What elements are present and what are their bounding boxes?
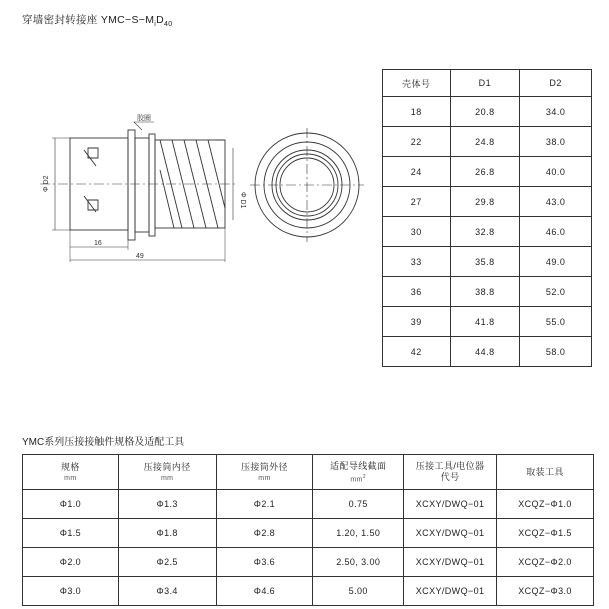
table-cell: 52.0 — [520, 277, 592, 307]
table-cell: 36 — [383, 277, 451, 307]
table-cell: 44.8 — [450, 337, 520, 367]
table-row — [383, 127, 592, 157]
connector-drawing — [0, 0, 380, 280]
table-cell: 34.0 — [520, 97, 592, 127]
phi-d2-label: Φ D2 — [43, 175, 50, 192]
dim-16-label: 16 — [94, 240, 102, 247]
table-cell: 39 — [383, 307, 451, 337]
table-cell: Φ3.0 — [23, 577, 119, 606]
table-header-row — [383, 70, 592, 97]
col-crimp-tool: 压接工具/电位器 代号 — [404, 455, 497, 490]
front-view — [250, 128, 364, 242]
table-row — [383, 187, 592, 217]
table-cell: 2.50, 3.00 — [313, 548, 404, 577]
table-cell: 30 — [383, 217, 451, 247]
table-cell: XCQZ−Φ1.5 — [497, 519, 594, 548]
table-cell: 55.0 — [520, 307, 592, 337]
table-row — [383, 217, 592, 247]
table-cell: XCQZ−Φ3.0 — [497, 577, 594, 606]
table-cell: Φ2.1 — [216, 490, 313, 519]
table-cell: 35.8 — [450, 247, 520, 277]
col-wire-section: 适配导线截面 $mm^2$ — [313, 455, 404, 490]
table-cell: 40.0 — [520, 157, 592, 187]
table-cell: 0.75 — [313, 490, 404, 519]
table-cell: Φ4.6 — [216, 577, 313, 606]
gasket-ring — [135, 138, 149, 232]
table-cell: Φ3.4 — [118, 577, 216, 606]
table-row — [383, 307, 592, 337]
table-row — [383, 277, 592, 307]
table-cell: XCQZ−Φ2.0 — [497, 548, 594, 577]
col-inner-dia: 压接筒内径 mm — [118, 455, 216, 490]
table-cell: XCXY/DWQ−01 — [404, 577, 497, 606]
table-cell: 32.8 — [450, 217, 520, 247]
contact-spec-table — [22, 454, 594, 606]
col-outer-dia: 压接筒外径 mm — [216, 455, 313, 490]
table-cell: 46.0 — [520, 217, 592, 247]
phi-d1-label: Φ D1 — [239, 192, 246, 209]
table-cell: 58.0 — [520, 337, 592, 367]
table-cell: Φ1.3 — [118, 490, 216, 519]
table-cell: XCQZ−Φ1.0 — [497, 490, 594, 519]
table-row — [383, 97, 592, 127]
table-row — [23, 490, 594, 519]
table-row — [23, 519, 594, 548]
table-cell: 38.8 — [450, 277, 520, 307]
table-cell: 38.0 — [520, 127, 592, 157]
col-d1: D1 — [450, 70, 520, 97]
gasket-label: 胶圈 — [137, 115, 151, 122]
table-cell: Φ2.0 — [23, 548, 119, 577]
table-cell: 24.8 — [450, 127, 520, 157]
table-row — [23, 577, 594, 606]
table-cell: XCXY/DWQ−01 — [404, 490, 497, 519]
col-shell-no: 壳体号 — [383, 70, 451, 97]
table-cell: XCXY/DWQ−01 — [404, 548, 497, 577]
page-title: 穿墙密封转接座 $YMC-S-M_iD_{40}$ — [22, 14, 173, 29]
table-header-row — [23, 455, 594, 490]
table-cell: XCXY/DWQ−01 — [404, 519, 497, 548]
col-removal-tool: 取装工具 — [497, 455, 594, 490]
shell-size-table — [382, 69, 592, 367]
table-cell: 22 — [383, 127, 451, 157]
table-cell: 24 — [383, 157, 451, 187]
table-cell: 27 — [383, 187, 451, 217]
table-cell: Φ1.8 — [118, 519, 216, 548]
table-cell: 29.8 — [450, 187, 520, 217]
dim-49-label: 49 — [136, 253, 144, 260]
table-cell: Φ2.5 — [118, 548, 216, 577]
table-cell: 42 — [383, 337, 451, 367]
table-row — [383, 337, 592, 367]
flange — [128, 130, 135, 240]
table-cell: 20.8 — [450, 97, 520, 127]
contact-spec-title: YMC系列压接接触件规格及适配工具 — [22, 437, 185, 448]
table-cell: 33 — [383, 247, 451, 277]
table-cell: 26.8 — [450, 157, 520, 187]
table-row — [23, 548, 594, 577]
table-row — [383, 157, 592, 187]
table-cell: 18 — [383, 97, 451, 127]
table-cell: Φ1.0 — [23, 490, 119, 519]
table-cell: 5.00 — [313, 577, 404, 606]
table-cell: Φ3.6 — [216, 548, 313, 577]
table-cell: 49.0 — [520, 247, 592, 277]
table-cell: 1.20, 1.50 — [313, 519, 404, 548]
col-d2: D2 — [520, 70, 592, 97]
table-row — [383, 247, 592, 277]
col-spec: 规格 mm — [23, 455, 119, 490]
table-cell: Φ1.5 — [23, 519, 119, 548]
table-cell: 43.0 — [520, 187, 592, 217]
table-cell: Φ2.8 — [216, 519, 313, 548]
table-cell: 41.8 — [450, 307, 520, 337]
